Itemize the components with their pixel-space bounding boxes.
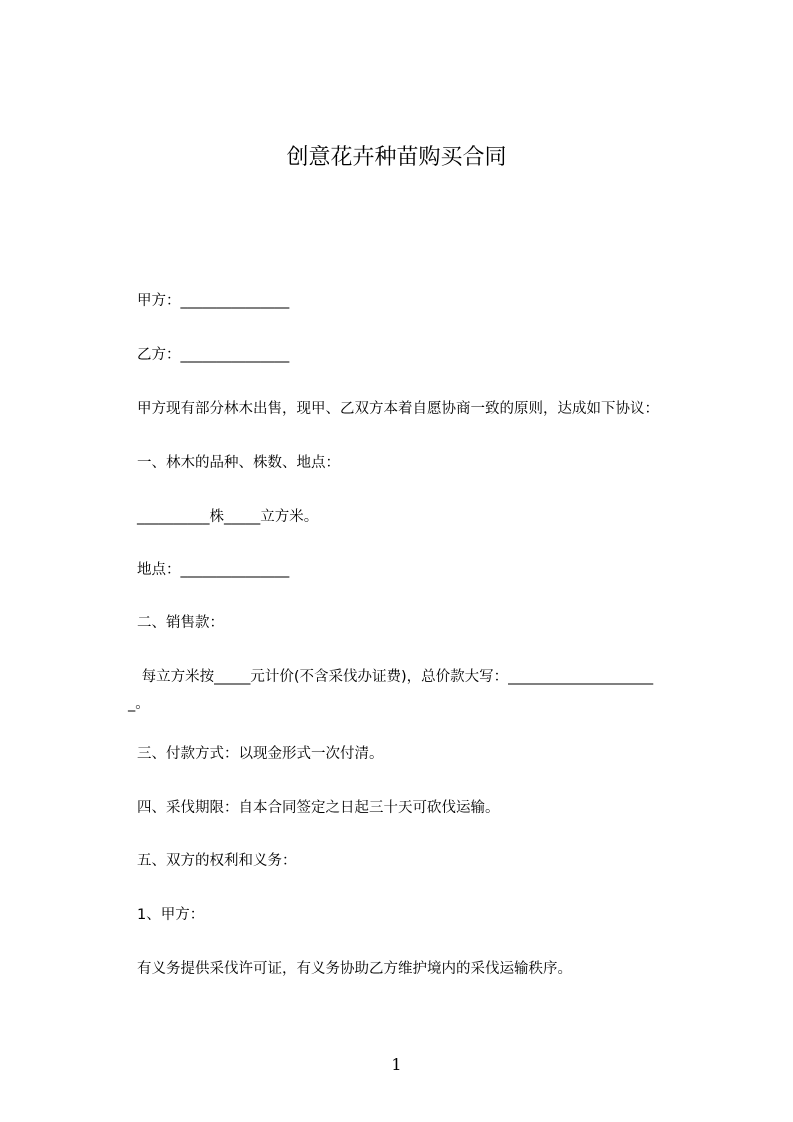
document-title: 创意花卉种苗购买合同 <box>286 145 507 170</box>
party-b-line: 乙方：_______________ <box>137 347 290 363</box>
price-line-continuation: _。 <box>128 696 150 712</box>
section-5-heading: 五、双方的权利和义务： <box>137 853 297 869</box>
party-a-obligation: 有义务提供采伐许可证，有义务协助乙方维护境内的采伐运输秩序。 <box>137 961 572 977</box>
section-3-heading: 三、付款方式：以现金形式一次付清。 <box>137 746 384 762</box>
section-2-heading: 二、销售款： <box>137 615 224 631</box>
price-line: 每立方米按_____元计价(不含采伐办证费)，总价款大写：____________________ <box>137 669 654 685</box>
party-a-line: 甲方：_______________ <box>137 293 290 309</box>
subsection-party-a: 1、甲方： <box>137 907 205 923</box>
location-line: 地点：_______________ <box>137 562 290 578</box>
section-4-heading: 四、采伐期限：自本合同签定之日起三十天可砍伐运输。 <box>137 800 500 816</box>
page-number: 1 <box>391 1055 402 1074</box>
preamble-paragraph: 甲方现有部分林木出售，现甲、乙双方本着自愿协商一致的原则，达成如下协议： <box>137 401 659 417</box>
section-1-heading: 一、林木的品种、株数、地点： <box>137 455 340 471</box>
quantity-line: __________株_____立方米。 <box>137 509 319 525</box>
